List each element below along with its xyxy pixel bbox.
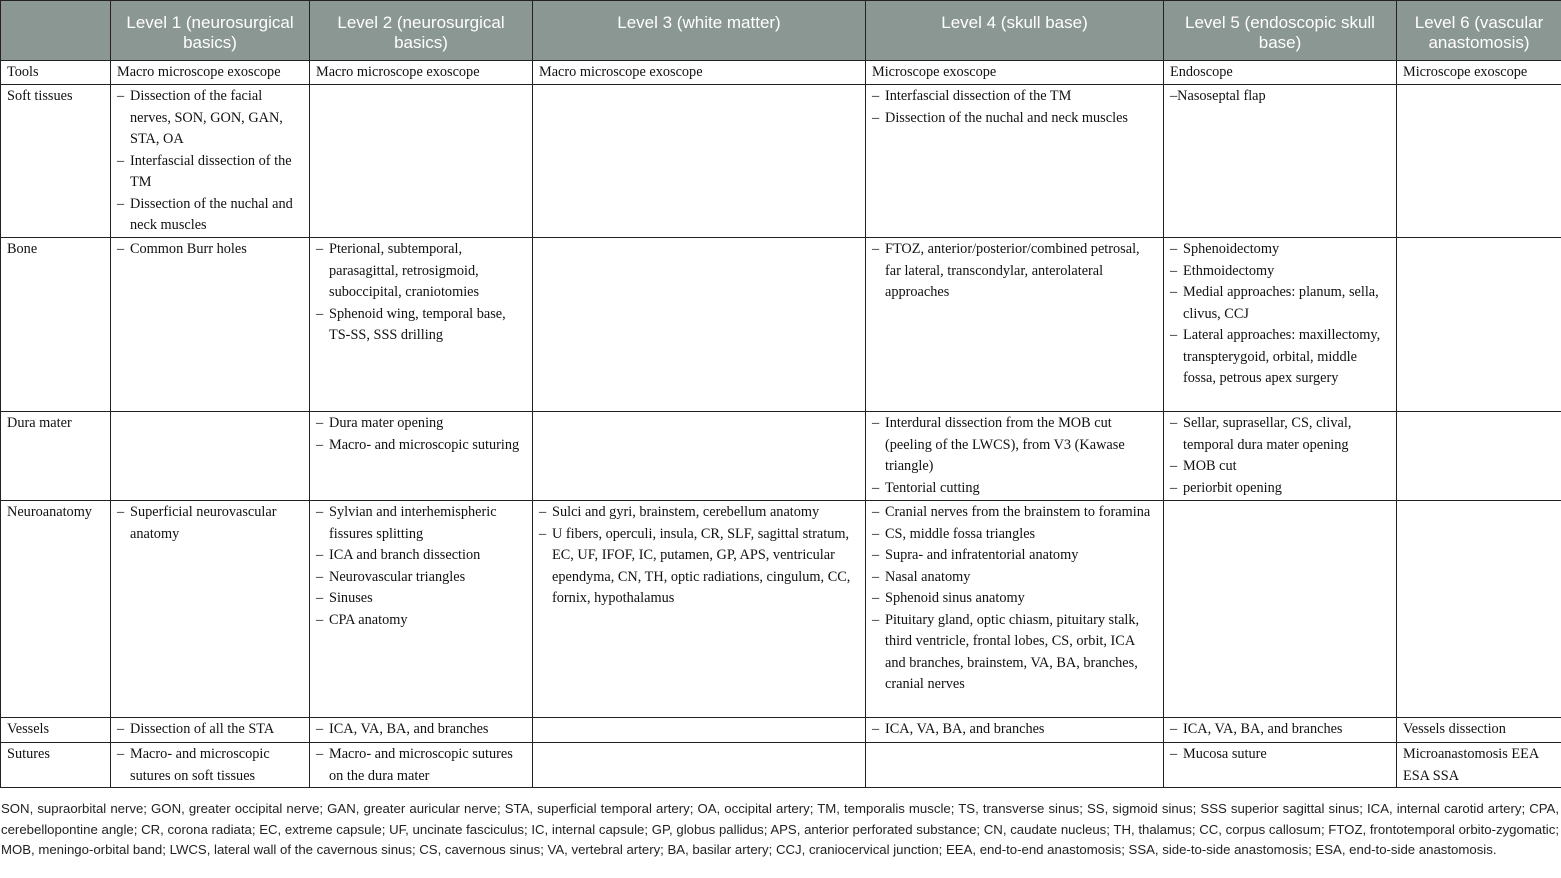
table-row — [1, 61, 1561, 85]
list-item: – Superficial neurovascular anatomy — [117, 502, 303, 545]
list-item: – Dissection of the nuchal and neck muscles — [117, 194, 303, 237]
header-row — [1, 1, 1561, 61]
header-level-4: Level 4 (skull base) — [866, 1, 1164, 61]
table-row — [1, 718, 1561, 743]
cell-list — [1170, 744, 1390, 766]
table-cell — [111, 501, 310, 718]
list-item: – ICA, VA, BA, and branches — [1170, 719, 1390, 741]
cell-list — [539, 62, 859, 84]
list-item: – Cranial nerves from the brainstem to foramina — [872, 502, 1157, 524]
list-item: – Sellar, suprasellar, CS, clival, temporal dura mater opening — [1170, 413, 1390, 456]
list-item: Microscope exoscope — [1403, 64, 1528, 80]
table-cell — [310, 718, 533, 743]
list-item: – U fibers, operculi, insula, CR, SLF, sagittal stratum, EC, UF, IFOF, IC, putamen, GP, APS, ventricular ependyma, CN, TH, optic radiations, cingulum, CC, fornix, hypothalamus — [539, 524, 859, 610]
cell-list — [1170, 239, 1390, 390]
table-cell — [1164, 238, 1397, 412]
list-item: – FTOZ, anterior/posterior/combined petrosal, far lateral, transcondylar, anterolateral approaches — [872, 239, 1157, 304]
list-item: – Dura mater opening — [316, 413, 526, 435]
header-level-1: Level 1 (neurosurgical basics) — [111, 1, 310, 61]
cell-list — [316, 502, 526, 631]
table-cell — [310, 743, 533, 788]
cell-list — [117, 719, 303, 741]
cell-list — [872, 239, 1157, 304]
list-item: – Sphenoid wing, temporal base, TS-SS, SSS drilling — [316, 304, 526, 347]
table-cell — [866, 501, 1164, 718]
table-cell — [866, 61, 1164, 85]
table-cell — [1397, 412, 1561, 501]
list-item: – CS, middle fossa triangles — [872, 524, 1157, 546]
table-body — [1, 61, 1561, 788]
list-item: – Sulci and gyri, brainstem, cerebellum anatomy — [539, 502, 859, 524]
cell-list — [1403, 62, 1555, 84]
cell-list — [872, 86, 1157, 129]
table-cell — [310, 412, 533, 501]
table-cell — [1397, 718, 1561, 743]
cell-list — [316, 413, 526, 456]
table-cell — [866, 743, 1164, 788]
cell-list — [872, 719, 1157, 741]
cell-list — [872, 62, 1157, 84]
list-item: Microanastomosis EEA ESA SSA — [1403, 746, 1539, 784]
list-item: – ICA, VA, BA, and branches — [316, 719, 526, 741]
list-item: – CPA anatomy — [316, 610, 526, 632]
table-cell — [866, 412, 1164, 501]
table-cell — [1164, 501, 1397, 718]
list-item: – Supra- and infratentorial anatomy — [872, 545, 1157, 567]
row-label: Vessels — [1, 718, 111, 743]
cell-list — [117, 86, 303, 237]
list-item: – periorbit opening — [1170, 478, 1390, 500]
table-row — [1, 85, 1561, 238]
table-cell — [1164, 718, 1397, 743]
table-cell — [866, 238, 1164, 412]
header-level-3: Level 3 (white matter) — [533, 1, 866, 61]
list-item: – Mucosa suture — [1170, 744, 1390, 766]
list-item: Endoscope — [1170, 64, 1233, 80]
table-cell — [866, 718, 1164, 743]
cell-list — [872, 502, 1157, 696]
table-cell — [111, 743, 310, 788]
cell-list — [117, 62, 303, 84]
list-item: – Neurovascular triangles — [316, 567, 526, 589]
header-level-2: Level 2 (neurosurgical basics) — [310, 1, 533, 61]
table-cell — [310, 61, 533, 85]
list-item: – Ethmoidectomy — [1170, 261, 1390, 283]
list-item: –Nasoseptal flap — [1170, 88, 1266, 104]
cell-list — [316, 719, 526, 741]
list-item: – Interfascial dissection of the TM — [872, 86, 1157, 108]
list-item: – Interdural dissection from the MOB cut (peeling of the LWCS), from V3 (Kawase triangle) — [872, 413, 1157, 478]
list-item: – Sinuses — [316, 588, 526, 610]
row-label: Soft tissues — [1, 85, 111, 238]
table-cell — [111, 718, 310, 743]
list-item: – Common Burr holes — [117, 239, 303, 261]
row-label: Dura mater — [1, 412, 111, 501]
header-level-6: Level 6 (vascular anastomosis) — [1397, 1, 1561, 61]
cell-list — [316, 239, 526, 347]
cell-list — [872, 413, 1157, 499]
list-item: – Lateral approaches: maxillectomy, transpterygoid, orbital, middle fossa, petrous apex surgery — [1170, 325, 1390, 390]
list-item: – Nasal anatomy — [872, 567, 1157, 589]
row-label: Tools — [1, 61, 111, 85]
table-row — [1, 238, 1561, 412]
cell-list — [316, 62, 526, 84]
table-cell — [111, 61, 310, 85]
cell-list — [539, 502, 859, 610]
cell-list — [117, 744, 303, 787]
header-level-5: Level 5 (endoscopic skull base) — [1164, 1, 1397, 61]
list-item: – Pterional, subtemporal, parasagittal, retrosigmoid, suboccipital, craniotomies — [316, 239, 526, 304]
table-cell — [111, 238, 310, 412]
table-cell — [111, 412, 310, 501]
table-cell — [533, 718, 866, 743]
table-cell — [533, 61, 866, 85]
list-item: – MOB cut — [1170, 456, 1390, 478]
list-item: – Dissection of the facial nerves, SON, GON, GAN, STA, OA — [117, 86, 303, 151]
list-item: Macro microscope exoscope — [539, 64, 703, 80]
table-cell — [1397, 501, 1561, 718]
table-cell — [310, 501, 533, 718]
table-cell — [1164, 412, 1397, 501]
list-item: – Macro- and microscopic sutures on soft tissues — [117, 744, 303, 787]
row-label: Neuroanatomy — [1, 501, 111, 718]
list-item: Macro microscope exoscope — [117, 64, 281, 80]
list-item: – ICA, VA, BA, and branches — [872, 719, 1157, 741]
list-item: – Tentorial cutting — [872, 478, 1157, 500]
table-cell — [310, 85, 533, 238]
list-item: Vessels dissection — [1403, 721, 1506, 737]
table-cell — [533, 743, 866, 788]
table-cell — [1397, 238, 1561, 412]
list-item: – Macro- and microscopic sutures on the dura mater — [316, 744, 526, 787]
cell-list — [1403, 719, 1555, 741]
list-item: – Dissection of the nuchal and neck muscles — [872, 108, 1157, 130]
list-item: – ICA and branch dissection — [316, 545, 526, 567]
cell-list — [1170, 719, 1390, 741]
cell-list — [1403, 744, 1555, 787]
cell-list — [117, 239, 303, 261]
table-cell — [1164, 85, 1397, 238]
list-item: – Sylvian and interhemispheric fissures splitting — [316, 502, 526, 545]
cell-list — [1170, 413, 1390, 499]
table-cell — [310, 238, 533, 412]
list-item: Macro microscope exoscope — [316, 64, 480, 80]
row-label: Bone — [1, 238, 111, 412]
cell-list — [117, 502, 303, 545]
list-item: – Sphenoid sinus anatomy — [872, 588, 1157, 610]
list-item: – Medial approaches: planum, sella, clivus, CCJ — [1170, 282, 1390, 325]
table-row — [1, 743, 1561, 788]
table-cell — [1164, 743, 1397, 788]
table-cell — [1164, 61, 1397, 85]
table-cell — [866, 85, 1164, 238]
table-cell — [1397, 61, 1561, 85]
cell-list — [1170, 62, 1390, 84]
cell-list — [316, 744, 526, 787]
table-cell — [533, 412, 866, 501]
table-cell — [533, 501, 866, 718]
table-cell — [1397, 85, 1561, 238]
list-item: Microscope exoscope — [872, 64, 997, 80]
header-corner — [1, 1, 111, 61]
table-row — [1, 501, 1561, 718]
table-cell — [533, 85, 866, 238]
abbreviations-footnote: SON, supraorbital nerve; GON, greater occipital nerve; GAN, greater auricular nerve; STA, superficial temporal artery; OA, occipital artery; TM, temporalis muscle; TS, transverse sinus; SS, sigmoid sinus; SSS superior sagittal sinus; ICA, internal carotid artery; CPA, cerebellopontine angle; CR, corona radiata; EC, extreme capsule; UF, uncinate fasciculus; IC, internal capsule; GP, globus pallidus; APS, anterior perforated substance; CN, caudate nucleus; TH, thalamus; CC, corpus callosum; FTOZ, frontotemporal orbito-zygomatic; MOB, meningo-orbital band; LWCS, lateral wall of the cavernous sinus; CS, cavernous sinus; VA, vertebral artery; BA, basilar artery; CCJ, craniocervical junction; EEA, end-to-end anastomosis; SSA, side-to-side anastomosis; ESA, end-to-side anastomosis. — [1, 801, 1559, 858]
table-cell — [111, 85, 310, 238]
row-label: Sutures — [1, 743, 111, 788]
list-item: – Sphenoidectomy — [1170, 239, 1390, 261]
cell-list — [1170, 86, 1390, 108]
table-cell — [533, 238, 866, 412]
list-item: – Macro- and microscopic suturing — [316, 435, 526, 457]
list-item: – Interfascial dissection of the TM — [117, 151, 303, 194]
table-cell — [1397, 743, 1561, 788]
table-row — [1, 412, 1561, 501]
list-item: – Pituitary gland, optic chiasm, pituitary stalk, third ventricle, frontal lobes, CS, orbit, ICA and branches, brainstem, VA, BA, branches, cranial nerves — [872, 610, 1157, 696]
list-item: – Dissection of all the STA — [117, 719, 303, 741]
